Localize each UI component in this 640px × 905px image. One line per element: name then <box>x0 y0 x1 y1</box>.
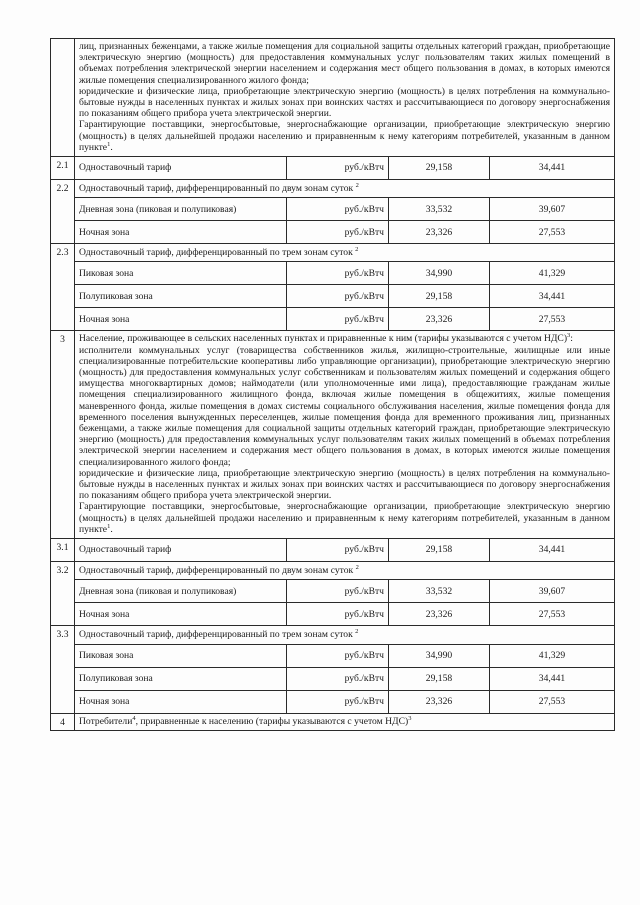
value-2: 34,441 <box>490 285 615 308</box>
paragraph: юридические и физические лица, приобретающие электрическую энергию (мощность) в целях потребления на коммунально-бытовые нужды в населенных пунктах и жилых зонах при воинских частях и рассчитывающиеся по договору энергоснабжения по показаниям общего прибора учета электрической энергии. <box>79 467 610 502</box>
zone-name: Ночная зона <box>75 690 287 713</box>
paragraph: Гарантирующие поставщики, энергосбытовые, энергоснабжающие организации, приобретающие электрическую энергию (мощность) в целях дальнейшей продажи населению и приравненным к нему категориям потребителей, указанным в данном пункте$^1$. <box>79 119 610 153</box>
value-1: 23,326 <box>389 690 490 713</box>
value-1: 34,990 <box>389 262 490 285</box>
section-3-row <box>51 331 615 539</box>
tariff-row <box>51 562 615 626</box>
value-2: 27,553 <box>490 308 615 331</box>
unit: руб./кВтч <box>287 308 389 331</box>
zone-name: Ночная зона <box>75 603 287 626</box>
tariff-title: Одноставочный тариф, дифференцированный по двум зонам суток $^2$ <box>79 563 359 577</box>
paragraph: юридические и физические лица, приобретающие электрическую энергию (мощность) в целях потребления на коммунально-бытовые нужды в населенных пунктах и жилых зонах при воинских частях и рассчитывающиеся по договору энергоснабжения по показаниям общего прибора учета электрической энергии. <box>79 85 610 120</box>
row-number <box>51 39 75 157</box>
tariff-name: Одноставочный тариф <box>75 157 287 179</box>
value-2: 27,553 <box>490 603 615 626</box>
unit: руб./кВтч <box>287 262 389 285</box>
tariff-title: Одноставочный тариф, дифференцированный по трем зонам суток $^2$ <box>79 246 359 259</box>
value-1: 23,326 <box>389 603 490 626</box>
value-1: 29,158 <box>389 157 490 179</box>
paragraph: Гарантирующие поставщики, энергосбытовые, энергоснабжающие организации, приобретающие электрическую энергию (мощность) в целях дальнейшей продажи населению и приравненным к нему категориям потребителей, указанным в данном пункте$^1$. <box>79 501 610 535</box>
zone-name: Дневная зона (пиковая и полупиковая) <box>75 580 287 603</box>
section-2-description-row <box>51 39 615 157</box>
row-number: 4 <box>51 713 75 730</box>
unit: руб./кВтч <box>287 603 389 626</box>
footnote-ref: 1 <box>107 140 111 148</box>
tariff-row <box>51 244 615 331</box>
unit: руб./кВтч <box>287 644 389 667</box>
value-2: 41,329 <box>490 644 615 667</box>
paragraph: исполнители коммунальных услуг (товарищества собственников жилья, жилищно-строительные, жилищные или иные специализированные потребительские кооперативы либо управляющие организации), приобретающие электрическую энергию (мощность) для предоставления коммунальных услуг собственникам и пользователям жилых помещений и содержания общего имущества многоквартирных домов; наймодатели (или уполномоченные ими лица), предоставляющие гражданам жилые помещения специализированного жилищного фонда, включая жилые помещения в общежитиях, жилые помещения маневренного фонда, жилые помещения в домах системы социального обслуживания населения, жилые помещения фонда для временного поселения вынужденных переселенцев, жилые помещения фонда для временного проживания лиц, признанных беженцами, а также жилые помещения для социальной защиты отдельных категорий граждан, приобретающие электрическую энергию (мощность) для предоставления коммунальных услуг пользователям таких жилых помещений в объемах потребления электрической энергии населением и содержания мест общего пользования в домах, в которых имеются жилые помещения специализированного жилого фонда; <box>79 344 610 468</box>
value-2: 34,441 <box>490 667 615 690</box>
section-3-intro: Население, проживающее в сельских населенных пунктах и приравненные к ним (тарифы указываются с учетом НДС)$^3$: <box>79 332 573 345</box>
unit: руб./кВтч <box>287 539 389 561</box>
value-1: 29,158 <box>389 285 490 308</box>
tariff-title: Одноставочный тариф, дифференцированный по трем зонам суток $^2$ <box>79 628 359 641</box>
row-number: 2.3 <box>51 244 75 331</box>
row-number: 3.3 <box>51 626 75 713</box>
tariff-table <box>50 38 615 731</box>
value-2: 39,607 <box>490 580 615 603</box>
value-1: 23,326 <box>389 221 490 244</box>
tariff-row <box>51 626 615 713</box>
unit: руб./кВтч <box>287 690 389 713</box>
row-number: 3 <box>51 331 75 539</box>
row-number: 3.2 <box>51 562 75 626</box>
value-1: 33,532 <box>389 198 490 221</box>
tariff-row <box>51 157 615 180</box>
value-1: 33,532 <box>389 580 490 603</box>
value-2: 34,441 <box>538 544 566 556</box>
value-2: 41,329 <box>490 262 615 285</box>
unit: руб./кВтч <box>287 667 389 690</box>
zone-name: Ночная зона <box>75 221 287 244</box>
row-number: 3.1 <box>51 539 75 562</box>
zone-name: Пиковая зона <box>75 262 287 285</box>
row-number: 2.2 <box>51 180 75 244</box>
paragraph: лиц, признанных беженцами, а также жилые помещения для социальной защиты отдельных категорий граждан, приобретающие электрическую энергию (мощность) для предоставления коммунальных услуг пользователям таких жилых помещений в объемах потребления электрической энергии населением и содержания мест общего пользования в домах, в которых имеются жилые помещения специализированного жилого фонда; <box>79 41 610 86</box>
tariff-row <box>51 539 615 562</box>
tariff-title: Одноставочный тариф, дифференцированный по двум зонам суток $^2$ <box>79 181 359 195</box>
footnote-ref: 1 <box>107 522 111 530</box>
section-3-description <box>75 331 615 539</box>
value-2: 27,553 <box>490 690 615 713</box>
value-2: 39,607 <box>490 198 615 221</box>
unit: руб./кВтч <box>287 285 389 308</box>
value-1: 34,990 <box>389 644 490 667</box>
value-1: 29,158 <box>389 667 490 690</box>
unit: руб./кВтч <box>287 221 389 244</box>
value-2: 27,553 <box>490 221 615 244</box>
footnote-ref: 3 <box>567 332 571 340</box>
section-4-row <box>51 713 615 730</box>
footnote-ref: 4 <box>132 714 136 722</box>
value-2: 34,441 <box>538 162 566 174</box>
unit: руб./кВтч <box>287 198 389 221</box>
value-1: 23,326 <box>389 308 490 331</box>
tariff-row <box>51 180 615 244</box>
row-number: 2.1 <box>51 157 75 180</box>
section-4-title: Потребители$^4$, приравненные к населению (тарифы указываются с учетом НДС)$^3$ <box>75 713 615 730</box>
zone-name: Полупиковая зона <box>75 285 287 308</box>
footnote-ref: 3 <box>408 714 412 722</box>
zone-name: Полупиковая зона <box>75 667 287 690</box>
zone-name: Дневная зона (пиковая и полупиковая) <box>75 198 287 221</box>
value-1: 29,158 <box>389 539 490 561</box>
zone-name: Ночная зона <box>75 308 287 331</box>
section-2-description <box>75 39 615 157</box>
unit: руб./кВтч <box>287 157 389 179</box>
tariff-name: Одноставочный тариф <box>75 539 287 561</box>
unit: руб./кВтч <box>287 580 389 603</box>
zone-name: Пиковая зона <box>75 644 287 667</box>
